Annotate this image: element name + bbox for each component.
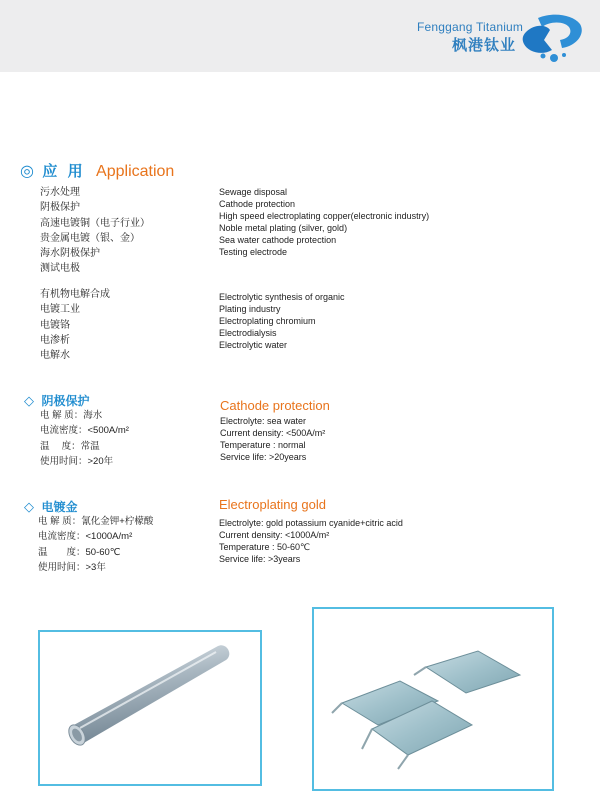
spec-item: Current density: <1000A/m²	[219, 530, 330, 540]
gold-title-cn: 电镀金	[41, 500, 78, 514]
gold-title-en: Electroplating gold	[219, 497, 326, 512]
application-title-cn: 应 用	[42, 163, 86, 180]
list-item: Electrolytic water	[219, 340, 288, 350]
application-heading	[20, 160, 174, 181]
list-item: 电镀铬	[40, 319, 70, 331]
cathode-specs-cn	[40, 408, 129, 470]
application-list-en-1	[219, 186, 429, 258]
spec-item: 电 解 质：海水	[40, 410, 103, 421]
list-item: 阴极保护	[40, 202, 80, 214]
brand-name-cn: 枫港钛业	[452, 37, 517, 54]
circle-marker-icon: ◎	[20, 163, 34, 180]
diamond-marker-icon: ◇	[24, 393, 34, 408]
spec-item: 电流密度：<500A/m²	[40, 425, 129, 437]
list-item: 污水处理	[40, 187, 80, 198]
list-item: 贵金属电镀（银、金）	[40, 232, 140, 244]
anode-plates-icon	[314, 609, 552, 789]
spec-item: Electrolyte: sea water	[220, 416, 307, 426]
list-item: Electrolytic synthesis of organic	[219, 292, 345, 302]
spec-item: Service life: >20years	[220, 452, 307, 462]
spec-item: 电流密度：<1000A/m²	[38, 531, 133, 543]
list-item: 有机物电解合成	[40, 289, 110, 300]
list-item: Sewage disposal	[219, 187, 288, 197]
spec-item: Electrolyte: gold potassium cyanide+citric acid	[219, 518, 403, 528]
list-item: Electroplating chromium	[219, 316, 316, 326]
list-item: 高速电镀铜（电子行业）	[40, 217, 150, 229]
spec-item: 温 度：50-60℃	[38, 546, 121, 558]
cathode-title-en: Cathode protection	[220, 398, 330, 413]
application-list-cn-2	[40, 287, 110, 363]
spec-item: Service life: >3years	[219, 554, 301, 564]
list-item: 电渗析	[40, 334, 70, 346]
list-item: Sea water cathode protection	[219, 235, 337, 245]
list-item: 海水阴极保护	[40, 248, 100, 260]
spec-item: 温 度：常温	[40, 440, 100, 452]
spec-item: Temperature : 50-60℃	[219, 542, 311, 552]
list-item: Noble metal plating (silver, gold)	[219, 223, 348, 233]
gold-specs-cn	[38, 514, 153, 576]
list-item: 电镀工业	[40, 304, 80, 316]
spec-item: 使用时间：>20年	[40, 456, 114, 468]
cathode-specs-en	[220, 415, 325, 463]
list-item: High speed electroplating copper(electronic industry)	[219, 211, 430, 221]
list-item: 测试电极	[40, 263, 80, 275]
cathode-title-cn: 阴极保护	[41, 394, 90, 408]
spec-item: 电 解 质：氰化金钾+柠檬酸	[38, 516, 154, 527]
spec-item: Current density: <500A/m²	[220, 428, 326, 438]
list-item: Cathode protection	[219, 199, 296, 209]
page-header	[0, 0, 600, 72]
photo-titanium-tube	[38, 630, 262, 786]
fenggang-logo-icon	[516, 10, 584, 66]
diamond-marker-icon: ◇	[24, 499, 34, 514]
spec-item: 使用时间：>3年	[38, 562, 106, 574]
list-item: 电解水	[40, 350, 70, 362]
application-list-en-2	[219, 291, 345, 351]
application-title-en: Application	[96, 163, 175, 180]
brand-name-en: Fenggang Titanium	[417, 20, 524, 34]
list-item: Plating industry	[219, 304, 281, 314]
application-list-cn-1	[40, 185, 150, 277]
list-item: Testing electrode	[219, 247, 288, 257]
titanium-tube-icon	[40, 632, 260, 784]
spec-item: Temperature : normal	[220, 440, 306, 450]
gold-specs-en	[219, 517, 403, 565]
photo-anode-plates	[312, 607, 554, 791]
list-item: Electrodialysis	[219, 328, 277, 338]
